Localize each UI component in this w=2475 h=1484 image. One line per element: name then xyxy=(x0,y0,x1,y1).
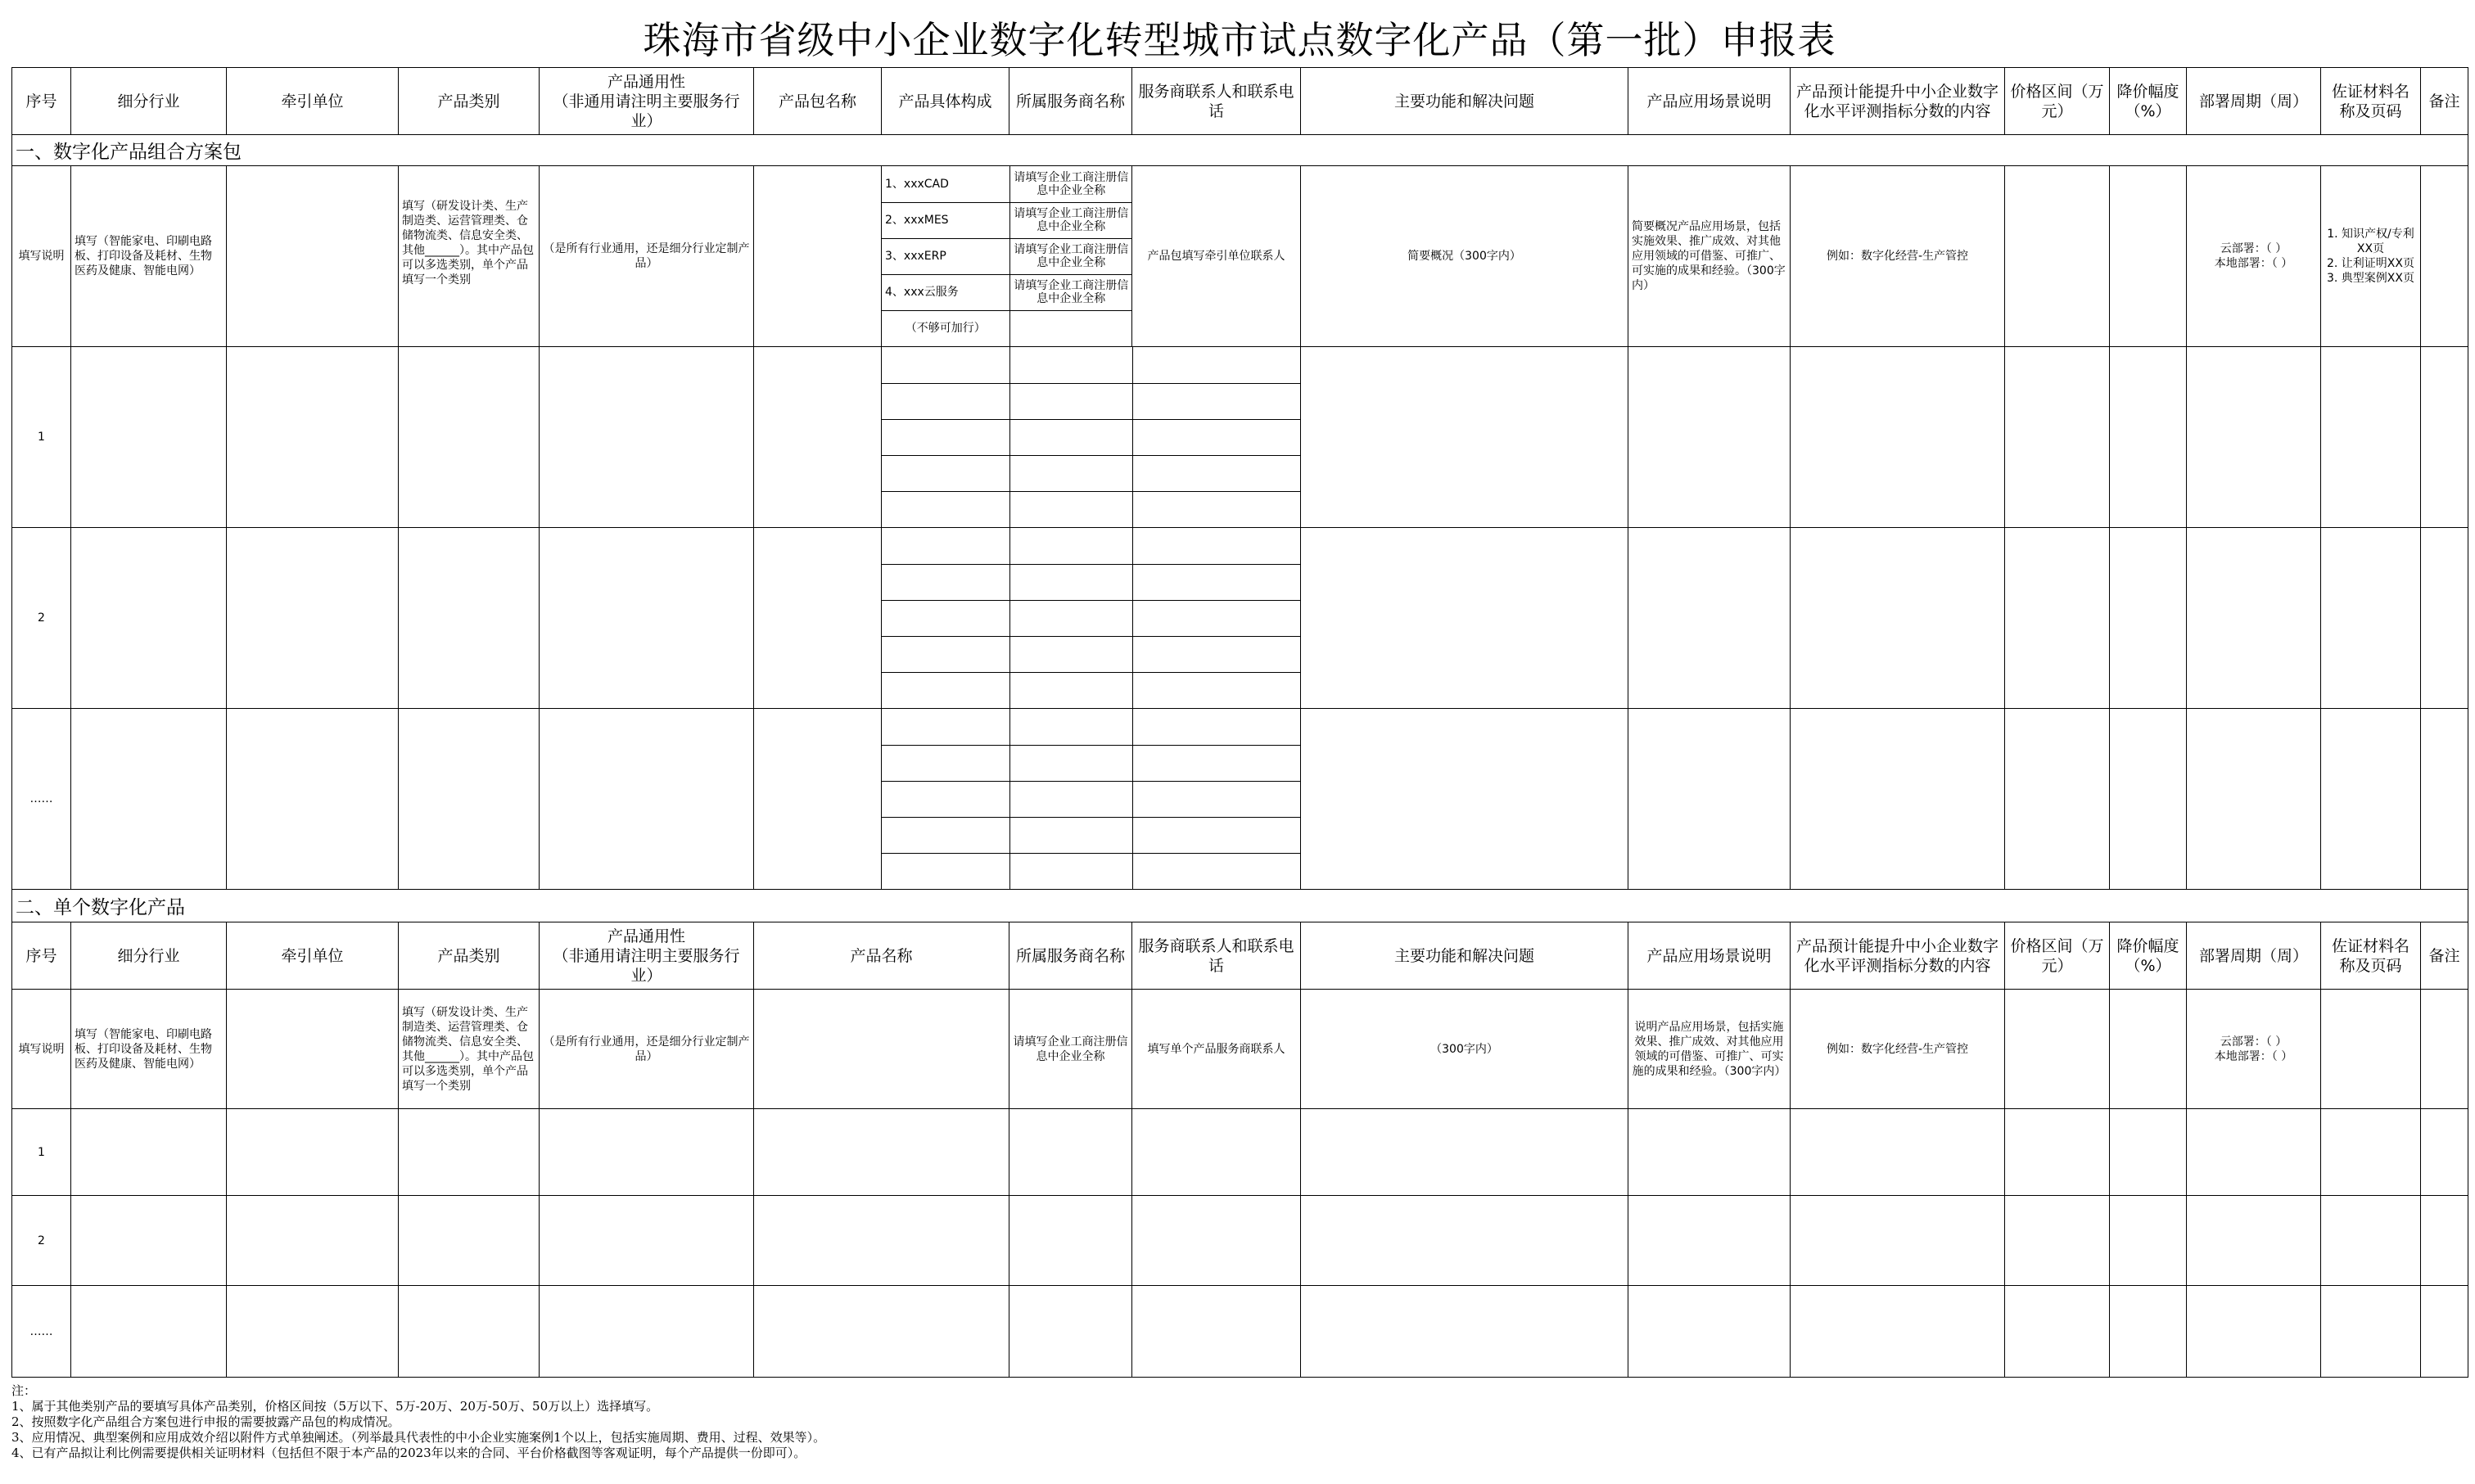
cell[interactable] xyxy=(2187,1286,2321,1378)
cell[interactable] xyxy=(71,709,227,890)
components-cell xyxy=(882,166,1132,347)
contact-cell[interactable]: 产品包填写牵引单位联系人 xyxy=(1132,166,1301,347)
cell[interactable] xyxy=(2321,1196,2421,1286)
application-sheet xyxy=(11,0,2468,1378)
provider-item[interactable]: 请填写企业工商注册信息中企业全称 xyxy=(1009,274,1132,310)
component-row xyxy=(882,202,1132,238)
package-row xyxy=(12,347,2468,528)
header-cell: 产品类别 xyxy=(399,68,540,135)
cell[interactable] xyxy=(2187,1109,2321,1196)
application-table xyxy=(11,67,2468,1378)
cell[interactable] xyxy=(754,1109,1009,1196)
indicator-cell[interactable]: 例如：数字化经营-生产管控 xyxy=(1791,990,2005,1109)
cell[interactable] xyxy=(540,1286,754,1378)
evidence-cell[interactable] xyxy=(2321,990,2421,1109)
row-label: 填写说明 xyxy=(12,166,71,347)
lead-unit-cell[interactable] xyxy=(227,990,399,1109)
cell[interactable] xyxy=(1132,564,1301,600)
cell[interactable] xyxy=(882,817,1009,853)
header-cell: 产品预计能提升中小企业数字化水平评测指标分数的内容 xyxy=(1791,68,2005,135)
row-label: 填写说明 xyxy=(12,990,71,1109)
cell[interactable] xyxy=(1009,564,1132,600)
component-item[interactable]: 3、xxxERP xyxy=(882,238,1009,274)
cell[interactable] xyxy=(882,419,1009,455)
cell[interactable] xyxy=(882,455,1009,491)
header-cell: 服务商联系人和联系电话 xyxy=(1132,922,1301,990)
cell[interactable] xyxy=(1628,528,1791,709)
components-cell xyxy=(882,347,1301,528)
note-line: 注： xyxy=(11,1383,37,1398)
price-cell[interactable] xyxy=(2005,166,2110,347)
cell[interactable] xyxy=(227,528,399,709)
cell[interactable] xyxy=(2187,528,2321,709)
cell[interactable] xyxy=(2421,709,2468,890)
component-item[interactable]: 2、xxxMES xyxy=(882,202,1009,238)
cell[interactable] xyxy=(882,781,1009,817)
header-cell: 佐证材料名称及页码 xyxy=(2321,922,2421,990)
example-row xyxy=(12,990,2468,1109)
provider-cell[interactable]: 请填写企业工商注册信息中企业全称 xyxy=(1009,990,1132,1109)
cell[interactable] xyxy=(2110,1196,2187,1286)
cell[interactable] xyxy=(399,347,540,528)
cell[interactable] xyxy=(2110,347,2187,528)
header-cell: 备注 xyxy=(2421,922,2468,990)
cell[interactable] xyxy=(1009,419,1132,455)
industry-cell[interactable]: 填写（智能家电、印刷电路板、打印设备及耗材、生物医药及健康、智能电网） xyxy=(71,990,227,1109)
category-cell[interactable]: 填写（研发设计类、生产制造类、运营管理类、仓储物流类、信息安全类、其他______）。其中产品包可以多选类别，单个产品填写一个类别 xyxy=(399,990,540,1109)
cell[interactable] xyxy=(540,1109,754,1196)
cell[interactable] xyxy=(1132,528,1301,564)
indicator-cell[interactable]: 例如：数字化经营-生产管控 xyxy=(1791,166,2005,347)
cell[interactable] xyxy=(1301,528,1628,709)
cell[interactable] xyxy=(1132,853,1301,889)
product-row xyxy=(12,1109,2468,1196)
cell[interactable] xyxy=(1132,672,1301,708)
lead-unit-cell[interactable] xyxy=(227,166,399,347)
cell[interactable] xyxy=(71,1286,227,1378)
cell[interactable] xyxy=(754,1196,1009,1286)
cell[interactable] xyxy=(2187,709,2321,890)
component-item[interactable]: 1、xxxCAD xyxy=(882,166,1009,202)
cell[interactable] xyxy=(227,1196,399,1286)
header-cell: 所属服务商名称 xyxy=(1009,68,1132,135)
generality-cell[interactable]: （是所有行业通用，还是细分行业定制产品） xyxy=(540,166,754,347)
cell[interactable] xyxy=(2110,1286,2187,1378)
evidence-cell[interactable]: 1. 知识产权/专利XX页 2. 让利证明XX页 3. 典型案例XX页 xyxy=(2321,166,2421,347)
header-cell: 牵引单位 xyxy=(227,922,399,990)
header-cell: 备注 xyxy=(2421,68,2468,135)
cell[interactable] xyxy=(2321,1109,2421,1196)
components-subtable xyxy=(882,709,1301,889)
cell[interactable] xyxy=(1132,1286,1301,1378)
cell[interactable] xyxy=(71,1109,227,1196)
component-row xyxy=(882,166,1132,202)
header-cell: 产品预计能提升中小企业数字化水平评测指标分数的内容 xyxy=(1791,922,2005,990)
header-cell: 产品具体构成 xyxy=(882,68,1009,135)
package-row xyxy=(12,709,2468,890)
cell[interactable] xyxy=(754,709,882,890)
cell[interactable] xyxy=(2110,528,2187,709)
function-cell[interactable]: 简要概况（300字内） xyxy=(1301,166,1628,347)
cell[interactable] xyxy=(1132,419,1301,455)
cell[interactable] xyxy=(71,1196,227,1286)
header-cell: 价格区间（万元） xyxy=(2005,68,2110,135)
components-subtable xyxy=(882,166,1132,346)
cell[interactable] xyxy=(399,1196,540,1286)
provider-item[interactable]: 请填写企业工商注册信息中企业全称 xyxy=(1009,202,1132,238)
note-line: 4、已有产品拟让利比例需要提供相关证明材料（包括但不限于本产品的2023年以来的合同、平台价格截图等客观证明，每个产品提供一份即可）。 xyxy=(11,1446,806,1460)
cell[interactable] xyxy=(882,853,1009,889)
cell[interactable] xyxy=(1132,817,1301,853)
cell[interactable] xyxy=(2421,347,2468,528)
cell[interactable] xyxy=(2421,1109,2468,1196)
cell[interactable] xyxy=(1791,1196,2005,1286)
cell[interactable] xyxy=(1628,1196,1791,1286)
section-title: 二、单个数字化产品 xyxy=(12,890,2468,922)
header-row-single xyxy=(12,922,2468,990)
cell[interactable] xyxy=(1132,491,1301,527)
header-cell: 产品应用场景说明 xyxy=(1628,68,1791,135)
generality-cell[interactable]: （是所有行业通用，还是细分行业定制产品） xyxy=(540,990,754,1109)
cell[interactable] xyxy=(882,564,1009,600)
row-number: …… xyxy=(12,1286,71,1378)
cell[interactable] xyxy=(540,1196,754,1286)
cell[interactable] xyxy=(1009,455,1132,491)
cell[interactable] xyxy=(1791,1286,2005,1378)
cell[interactable] xyxy=(1791,1109,2005,1196)
provider-item[interactable]: 请填写企业工商注册信息中企业全称 xyxy=(1009,166,1132,202)
header-cell: 产品通用性 （非通用请注明主要服务行业） xyxy=(540,68,754,135)
cell[interactable] xyxy=(882,383,1009,419)
header-cell: 产品名称 xyxy=(754,922,1009,990)
header-cell: 降价幅度（%） xyxy=(2110,922,2187,990)
discount-cell[interactable] xyxy=(2110,990,2187,1109)
remark-cell[interactable] xyxy=(2421,990,2468,1109)
cell[interactable] xyxy=(399,1286,540,1378)
cell[interactable] xyxy=(882,709,1009,745)
row-number: 1 xyxy=(12,1109,71,1196)
cell[interactable] xyxy=(1132,781,1301,817)
cell[interactable] xyxy=(399,1109,540,1196)
header-cell: 产品通用性 （非通用请注明主要服务行业） xyxy=(540,922,754,990)
cell[interactable] xyxy=(1009,383,1132,419)
cell[interactable] xyxy=(1132,455,1301,491)
cell[interactable] xyxy=(1009,781,1132,817)
header-cell: 价格区间（万元） xyxy=(2005,922,2110,990)
cell[interactable] xyxy=(227,1109,399,1196)
cell[interactable] xyxy=(2421,528,2468,709)
package-row xyxy=(12,528,2468,709)
cell[interactable] xyxy=(71,347,227,528)
category-cell[interactable]: 填写（研发设计类、生产制造类、运营管理类、仓储物流类、信息安全类、其他______）。其中产品包可以多选类别，单个产品填写一个类别 xyxy=(399,166,540,347)
footnotes xyxy=(11,1383,2468,1461)
contact-cell[interactable]: 填写单个产品服务商联系人 xyxy=(1132,990,1301,1109)
header-cell: 产品包名称 xyxy=(754,68,882,135)
cell[interactable] xyxy=(1132,600,1301,636)
discount-cell[interactable] xyxy=(2110,166,2187,347)
cell[interactable] xyxy=(1628,347,1791,528)
cell[interactable] xyxy=(399,528,540,709)
header-cell: 产品类别 xyxy=(399,922,540,990)
cell[interactable] xyxy=(2110,1109,2187,1196)
cell[interactable] xyxy=(1009,491,1132,527)
note-line: 3、应用情况、典型案例和应用成效介绍以附件方式单独阐述。（列举最具代表性的中小企业实施案例1个以上，包括实施周期、费用、过程、效果等）。 xyxy=(11,1430,826,1445)
cell[interactable] xyxy=(1132,1196,1301,1286)
cell[interactable] xyxy=(754,1286,1009,1378)
cell[interactable] xyxy=(1132,709,1301,745)
component-row xyxy=(882,310,1132,346)
product-name-cell[interactable] xyxy=(754,990,1009,1109)
header-cell: 产品应用场景说明 xyxy=(1628,922,1791,990)
header-row-package xyxy=(12,68,2468,135)
cell[interactable] xyxy=(399,709,540,890)
cell[interactable] xyxy=(2005,347,2110,528)
cell[interactable] xyxy=(2005,1109,2110,1196)
header-cell: 所属服务商名称 xyxy=(1009,922,1132,990)
header-cell: 细分行业 xyxy=(71,922,227,990)
cell[interactable] xyxy=(882,745,1009,781)
provider-item[interactable] xyxy=(1009,310,1132,346)
header-cell: 佐证材料名称及页码 xyxy=(2321,68,2421,135)
cell[interactable] xyxy=(1132,745,1301,781)
page-title: 珠海市省级中小企业数字化转型城市试点数字化产品（第一批）申报表 xyxy=(643,18,1836,62)
cell[interactable] xyxy=(1009,817,1132,853)
cell[interactable] xyxy=(1132,347,1301,383)
components-cell xyxy=(882,528,1301,709)
cell[interactable] xyxy=(1791,347,2005,528)
product-row xyxy=(12,1286,2468,1378)
cell[interactable] xyxy=(2005,709,2110,890)
cell[interactable] xyxy=(882,528,1009,564)
cell[interactable] xyxy=(1009,853,1132,889)
cell[interactable] xyxy=(2005,1196,2110,1286)
cell[interactable] xyxy=(2005,528,2110,709)
cell[interactable] xyxy=(882,636,1009,672)
cell[interactable] xyxy=(1301,1286,1628,1378)
cell[interactable] xyxy=(1009,528,1132,564)
section-row xyxy=(12,135,2468,166)
note-line: 2、按照数字化产品组合方案包进行申报的需要披露产品包的构成情况。 xyxy=(11,1414,400,1429)
cell[interactable] xyxy=(754,347,882,528)
header-cell: 序号 xyxy=(12,922,71,990)
row-number: 1 xyxy=(12,347,71,528)
cell[interactable] xyxy=(540,528,754,709)
cell[interactable] xyxy=(1009,347,1132,383)
cell[interactable] xyxy=(1009,1196,1132,1286)
row-number: 2 xyxy=(12,528,71,709)
cell[interactable] xyxy=(1628,1109,1791,1196)
header-cell: 部署周期（周） xyxy=(2187,68,2321,135)
cell[interactable] xyxy=(882,491,1009,527)
cell[interactable] xyxy=(227,1286,399,1378)
cell[interactable] xyxy=(1009,600,1132,636)
cell[interactable] xyxy=(1791,709,2005,890)
cell[interactable] xyxy=(1301,347,1628,528)
header-cell: 主要功能和解决问题 xyxy=(1301,68,1628,135)
cell[interactable] xyxy=(2187,347,2321,528)
cell[interactable] xyxy=(2005,1286,2110,1378)
cell[interactable] xyxy=(1132,383,1301,419)
header-cell: 部署周期（周） xyxy=(2187,922,2321,990)
row-number: 2 xyxy=(12,1196,71,1286)
cell[interactable] xyxy=(1301,1196,1628,1286)
cell[interactable] xyxy=(1009,1109,1132,1196)
cell[interactable] xyxy=(2110,709,2187,890)
cell[interactable] xyxy=(71,528,227,709)
product-row xyxy=(12,1196,2468,1286)
price-cell[interactable] xyxy=(2005,990,2110,1109)
components-cell xyxy=(882,709,1301,890)
example-row xyxy=(12,166,2468,347)
industry-cell[interactable]: 填写（智能家电、印刷电路板、打印设备及耗材、生物医药及健康、智能电网） xyxy=(71,166,227,347)
cell[interactable] xyxy=(1628,709,1791,890)
package-name-cell[interactable] xyxy=(754,166,882,347)
cell[interactable] xyxy=(754,528,882,709)
scenario-cell[interactable]: 说明产品应用场景，包括实施效果、推广成效、对其他应用领域的可借鉴、可推广、可实施的成果和经验。（300字内） xyxy=(1628,990,1791,1109)
components-subtable xyxy=(882,347,1301,527)
cell[interactable] xyxy=(1009,709,1132,745)
cell[interactable] xyxy=(540,347,754,528)
component-row xyxy=(882,238,1132,274)
header-cell: 细分行业 xyxy=(71,68,227,135)
component-item: （不够可加行） xyxy=(882,310,1009,346)
cell[interactable] xyxy=(882,672,1009,708)
cell[interactable] xyxy=(882,347,1009,383)
cell[interactable] xyxy=(2421,1196,2468,1286)
scenario-cell[interactable]: 简要概况产品应用场景，包括实施效果、推广成效、对其他应用领域的可借鉴、可推广、可实施的成果和经验。（300字内） xyxy=(1628,166,1791,347)
cell[interactable] xyxy=(2187,1196,2321,1286)
cell[interactable] xyxy=(2321,528,2421,709)
cell[interactable] xyxy=(1301,1109,1628,1196)
cell[interactable] xyxy=(1132,636,1301,672)
cell[interactable] xyxy=(2321,1286,2421,1378)
cell[interactable] xyxy=(2321,347,2421,528)
cell[interactable] xyxy=(1009,672,1132,708)
cell[interactable] xyxy=(540,709,754,890)
cell[interactable] xyxy=(2421,1286,2468,1378)
cell[interactable] xyxy=(1009,1286,1132,1378)
function-cell[interactable]: （300字内） xyxy=(1301,990,1628,1109)
cell[interactable] xyxy=(227,709,399,890)
cell[interactable] xyxy=(1132,1109,1301,1196)
cell[interactable] xyxy=(1009,636,1132,672)
section-row xyxy=(12,890,2468,922)
remark-cell[interactable] xyxy=(2421,166,2468,347)
header-cell: 牵引单位 xyxy=(227,68,399,135)
header-cell: 服务商联系人和联系电话 xyxy=(1132,68,1301,135)
cell[interactable] xyxy=(227,347,399,528)
header-cell: 主要功能和解决问题 xyxy=(1301,922,1628,990)
note-line: 1、属于其他类别产品的要填写具体产品类别，价格区间按（5万以下、5万-20万、20万-50万、50万以上）选择填写。 xyxy=(11,1399,659,1414)
deploy-cell[interactable]: 云部署：（ ） 本地部署：（ ） xyxy=(2187,166,2321,347)
header-cell: 降价幅度（%） xyxy=(2110,68,2187,135)
section-title: 一、数字化产品组合方案包 xyxy=(12,135,2468,166)
component-item[interactable]: 4、xxx云服务 xyxy=(882,274,1009,310)
components-subtable xyxy=(882,528,1301,708)
provider-item[interactable]: 请填写企业工商注册信息中企业全称 xyxy=(1009,238,1132,274)
cell[interactable] xyxy=(1628,1286,1791,1378)
cell[interactable] xyxy=(1301,709,1628,890)
row-number: …… xyxy=(12,709,71,890)
cell[interactable] xyxy=(2321,709,2421,890)
cell[interactable] xyxy=(1791,528,2005,709)
cell[interactable] xyxy=(1009,745,1132,781)
header-cell: 序号 xyxy=(12,68,71,135)
cell[interactable] xyxy=(882,600,1009,636)
component-row xyxy=(882,274,1132,310)
deploy-cell[interactable]: 云部署：（ ） 本地部署：（ ） xyxy=(2187,990,2321,1109)
